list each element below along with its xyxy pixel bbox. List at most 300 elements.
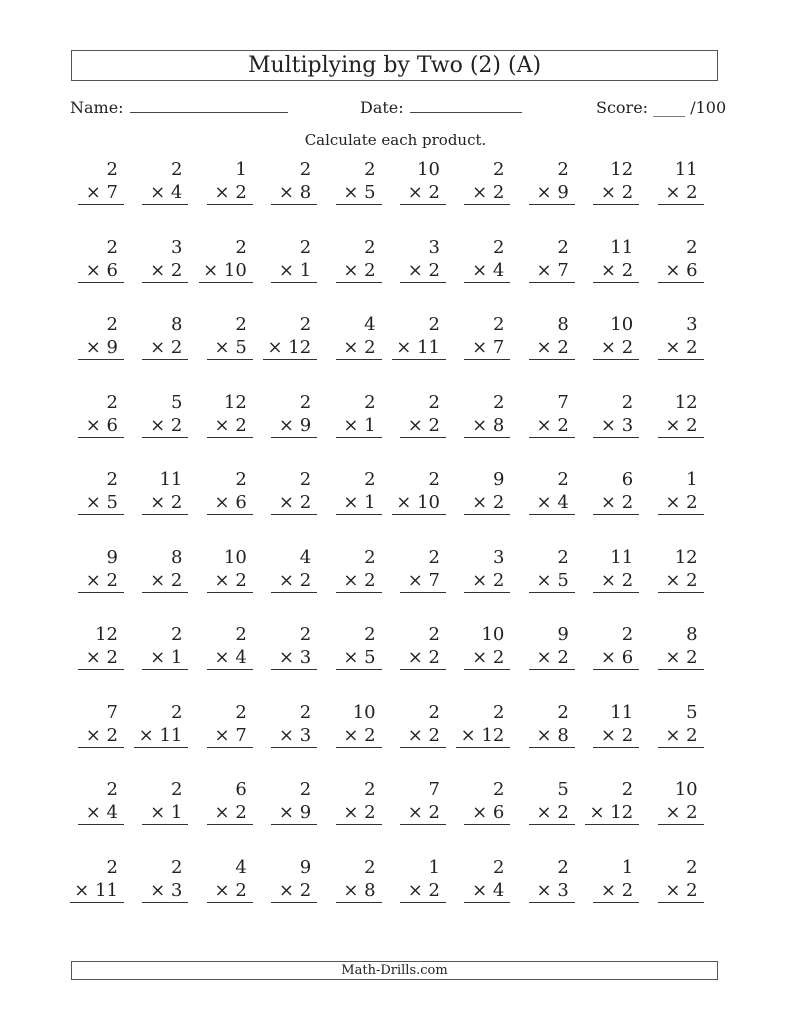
- instructions-text: Calculate each product.: [304, 131, 487, 149]
- times-operator: ×: [600, 492, 616, 513]
- multiplicand: 2: [106, 391, 118, 413]
- multiplier-line: [464, 879, 510, 903]
- multiplication-problem: [318, 623, 382, 670]
- times-operator: ×: [536, 182, 552, 203]
- multiplicand: 2: [106, 779, 118, 800]
- times-operator: ×: [600, 337, 616, 358]
- multiplication-problem: [640, 468, 704, 515]
- times-operator: ×: [278, 492, 294, 513]
- multiplier: 1: [165, 802, 183, 823]
- multiplicand: 2: [428, 701, 440, 723]
- multiplication-problem: [640, 391, 704, 438]
- multiplicand: 10: [481, 624, 505, 645]
- multiplier-line: [658, 181, 704, 205]
- times-operator: ×: [150, 182, 166, 203]
- multiplier: 2: [551, 802, 569, 823]
- multiplicand: 7: [557, 391, 569, 413]
- name-input-line[interactable]: [130, 98, 288, 113]
- multiplier: 8: [358, 879, 376, 901]
- multiplier-line: [400, 879, 446, 903]
- times-operator: ×: [407, 879, 423, 901]
- multiplicand: 2: [557, 546, 569, 568]
- multiplicand: 9: [299, 856, 312, 878]
- multiplicand: 8: [170, 314, 183, 335]
- multiplication-problem: [575, 158, 639, 205]
- multiplier: 2: [229, 879, 247, 901]
- multiplier: 12: [475, 724, 505, 746]
- multiplier: 9: [551, 182, 569, 203]
- multiplier-line: [593, 259, 639, 283]
- multiplication-problem: [189, 468, 253, 515]
- multiplication-problem: [253, 158, 317, 205]
- multiplier: 5: [100, 492, 118, 513]
- multiplier: 3: [165, 879, 183, 901]
- multiplicand: 8: [686, 624, 698, 645]
- times-operator: ×: [665, 724, 681, 746]
- multiplier: 11: [153, 724, 183, 746]
- multiplication-problem: [640, 313, 704, 360]
- multiplier: 7: [100, 182, 118, 203]
- multiplication-problem: [253, 778, 317, 825]
- times-operator: ×: [85, 647, 101, 668]
- multiplication-problem: [446, 236, 510, 283]
- times-operator: ×: [214, 337, 230, 358]
- multiplier: 2: [422, 879, 440, 901]
- multiplier: 3: [294, 647, 312, 668]
- times-operator: ×: [150, 337, 166, 358]
- multiplier: 2: [422, 182, 440, 203]
- times-operator: ×: [278, 724, 294, 746]
- multiplier: 8: [551, 724, 569, 746]
- times-operator: ×: [600, 259, 616, 281]
- multiplier-line: [529, 646, 575, 670]
- times-operator: ×: [665, 492, 681, 513]
- multiplier-line: [142, 259, 188, 283]
- multiplier-line: [529, 724, 575, 748]
- times-operator: ×: [472, 569, 488, 591]
- multiplication-problem: [124, 468, 188, 515]
- multiplication-problem: [124, 778, 188, 825]
- multiplier: 2: [165, 414, 183, 436]
- multiplier: 10: [411, 492, 440, 513]
- multiplicand: 10: [674, 779, 698, 800]
- times-operator: ×: [138, 724, 154, 746]
- multiplicand: 2: [686, 236, 698, 258]
- multiplicand: 11: [674, 159, 698, 180]
- times-operator: ×: [407, 647, 423, 668]
- multiplication-problem: [511, 236, 575, 283]
- times-operator: ×: [665, 182, 681, 203]
- times-operator: ×: [203, 259, 219, 281]
- multiplicand: 2: [428, 314, 440, 335]
- multiplication-problem: [318, 701, 382, 748]
- times-operator: ×: [589, 802, 605, 823]
- multiplication-problem: [318, 158, 382, 205]
- multiplier-line: [336, 259, 382, 283]
- multiplier: 2: [616, 724, 634, 746]
- multiplier-line: [207, 879, 253, 903]
- multiplicand: 2: [235, 701, 247, 723]
- times-operator: ×: [343, 414, 359, 436]
- times-operator: ×: [150, 492, 166, 513]
- times-operator: ×: [343, 802, 359, 823]
- multiplier: 4: [487, 259, 505, 281]
- multiplier-line: [207, 336, 253, 360]
- multiplier: 3: [551, 879, 569, 901]
- multiplicand: 2: [557, 856, 569, 878]
- multiplier: 2: [616, 569, 634, 591]
- multiplier-line: [392, 491, 446, 515]
- multiplier-line: [456, 724, 510, 748]
- multiplicand: 1: [686, 469, 698, 490]
- multiplier-line: [593, 491, 639, 515]
- date-input-line[interactable]: [410, 98, 522, 113]
- multiplier-line: [142, 181, 188, 205]
- multiplicand: 2: [299, 701, 312, 723]
- multiplicand: 3: [686, 314, 698, 335]
- multiplicand: 2: [170, 856, 183, 878]
- multiplier: 2: [422, 259, 440, 281]
- multiplicand: 8: [557, 314, 569, 335]
- times-operator: ×: [407, 414, 423, 436]
- multiplication-problem: [318, 778, 382, 825]
- multiplicand: 2: [364, 779, 376, 800]
- multiplier: 4: [100, 802, 118, 823]
- times-operator: ×: [536, 414, 552, 436]
- multiplier-line: [78, 181, 124, 205]
- multiplicand: 2: [428, 469, 440, 490]
- multiplicand: 7: [106, 701, 118, 723]
- times-operator: ×: [85, 337, 101, 358]
- times-operator: ×: [600, 647, 616, 668]
- multiplier-line: [464, 259, 510, 283]
- multiplication-problem: [382, 623, 446, 670]
- times-operator: ×: [407, 569, 423, 591]
- multiplication-problem: [318, 856, 382, 903]
- multiplier-line: [529, 414, 575, 438]
- multiplier-line: [593, 181, 639, 205]
- times-operator: ×: [278, 569, 294, 591]
- multiplication-problem: [446, 623, 510, 670]
- multiplicand: 6: [621, 469, 634, 490]
- multiplier: 12: [282, 337, 312, 358]
- multiplier-line: [658, 259, 704, 283]
- multiplier-line: [336, 801, 382, 825]
- problem-row: [60, 158, 720, 236]
- multiplier-line: [78, 491, 124, 515]
- multiplier: 6: [680, 259, 698, 281]
- multiplication-problem: [189, 856, 253, 903]
- multiplier: 2: [358, 569, 376, 591]
- multiplication-problem: [318, 236, 382, 283]
- multiplicand: 4: [299, 546, 312, 568]
- multiplier-line: [593, 414, 639, 438]
- multiplication-problem: [640, 236, 704, 283]
- problem-row: [60, 546, 720, 624]
- problem-grid: [60, 158, 720, 933]
- multiplier-line: [336, 414, 382, 438]
- multiplicand: 2: [492, 159, 505, 180]
- times-operator: ×: [472, 414, 488, 436]
- times-operator: ×: [214, 879, 230, 901]
- times-operator: ×: [665, 337, 681, 358]
- multiplier: 2: [680, 724, 698, 746]
- multiplication-problem: [60, 236, 124, 283]
- times-operator: ×: [407, 259, 423, 281]
- times-operator: ×: [278, 259, 294, 281]
- times-operator: ×: [536, 647, 552, 668]
- multiplication-problem: [446, 468, 510, 515]
- times-operator: ×: [214, 647, 230, 668]
- multiplication-problem: [640, 546, 704, 593]
- multiplication-problem: [575, 856, 639, 903]
- multiplicand: 5: [686, 701, 698, 723]
- multiplication-problem: [575, 391, 639, 438]
- multiplier-line: [336, 491, 382, 515]
- multiplier: 2: [100, 569, 118, 591]
- multiplication-problem: [318, 468, 382, 515]
- multiplier-line: [658, 724, 704, 748]
- multiplier: 2: [422, 802, 440, 823]
- multiplier-line: [142, 414, 188, 438]
- multiplication-problem: [640, 623, 704, 670]
- multiplicand: 2: [235, 469, 247, 490]
- multiplicand: 3: [170, 236, 183, 258]
- multiplier-line: [400, 646, 446, 670]
- multiplier-line: [464, 414, 510, 438]
- multiplier-line: [142, 801, 188, 825]
- multiplier-line: [392, 336, 446, 360]
- multiplier: 9: [294, 802, 312, 823]
- times-operator: ×: [214, 724, 230, 746]
- multiplier: 2: [680, 414, 698, 436]
- multiplier: 2: [294, 569, 312, 591]
- multiplicand: 2: [170, 624, 183, 645]
- multiplier-line: [658, 801, 704, 825]
- multiplication-problem: [253, 546, 317, 593]
- multiplication-problem: [382, 468, 446, 515]
- multiplicand: 2: [492, 314, 505, 335]
- multiplier-line: [78, 801, 124, 825]
- multiplier: 12: [604, 802, 634, 823]
- times-operator: ×: [665, 802, 681, 823]
- multiplier: 9: [100, 337, 118, 358]
- multiplier-line: [464, 491, 510, 515]
- multiplier: 7: [551, 259, 569, 281]
- multiplier: 1: [165, 647, 183, 668]
- multiplication-problem: [253, 391, 317, 438]
- times-operator: ×: [343, 647, 359, 668]
- multiplier: 2: [422, 414, 440, 436]
- multiplier-line: [585, 801, 639, 825]
- multiplication-problem: [446, 158, 510, 205]
- multiplier-line: [593, 336, 639, 360]
- multiplier-line: [593, 569, 639, 593]
- problem-row: [60, 701, 720, 779]
- times-operator: ×: [536, 724, 552, 746]
- header-info-row: [70, 98, 727, 122]
- multiplication-problem: [575, 623, 639, 670]
- multiplier-line: [400, 414, 446, 438]
- multiplier: 2: [294, 879, 312, 901]
- times-operator: ×: [600, 414, 616, 436]
- multiplication-problem: [511, 856, 575, 903]
- times-operator: ×: [472, 802, 488, 823]
- multiplier: 2: [100, 647, 118, 668]
- multiplier-line: [78, 569, 124, 593]
- multiplicand: 10: [610, 314, 634, 335]
- multiplicand: 2: [106, 159, 118, 180]
- multiplication-problem: [318, 546, 382, 593]
- multiplicand: 2: [621, 779, 634, 800]
- times-operator: ×: [460, 724, 476, 746]
- multiplier: 6: [100, 414, 118, 436]
- times-operator: ×: [600, 569, 616, 591]
- times-operator: ×: [85, 259, 101, 281]
- times-operator: ×: [267, 337, 283, 358]
- multiplier-line: [78, 336, 124, 360]
- times-operator: ×: [343, 259, 359, 281]
- times-operator: ×: [472, 879, 488, 901]
- multiplier: 3: [616, 414, 634, 436]
- times-operator: ×: [150, 569, 166, 591]
- multiplier: 2: [680, 802, 698, 823]
- times-operator: ×: [278, 414, 294, 436]
- multiplication-problem: [511, 313, 575, 360]
- multiplier-line: [78, 414, 124, 438]
- multiplier-line: [78, 724, 124, 748]
- multiplicand: 2: [235, 624, 247, 645]
- multiplier-line: [593, 879, 639, 903]
- times-operator: ×: [536, 569, 552, 591]
- multiplicand: 2: [364, 469, 376, 490]
- times-operator: ×: [85, 414, 101, 436]
- multiplier: 7: [422, 569, 440, 591]
- multiplication-problem: [511, 623, 575, 670]
- multiplier-line: [336, 879, 382, 903]
- multiplier-line: [464, 336, 510, 360]
- multiplicand: 11: [610, 701, 634, 723]
- multiplicand: 10: [352, 701, 376, 723]
- multiplier: 7: [487, 337, 505, 358]
- multiplier: 2: [551, 647, 569, 668]
- multiplication-problem: [446, 856, 510, 903]
- multiplier-line: [336, 569, 382, 593]
- problem-row: [60, 391, 720, 469]
- multiplier-line: [207, 724, 253, 748]
- multiplication-problem: [575, 701, 639, 748]
- multiplier-line: [271, 801, 317, 825]
- multiplicand: 2: [235, 314, 247, 335]
- multiplier: 2: [616, 337, 634, 358]
- multiplier-line: [529, 801, 575, 825]
- times-operator: ×: [536, 879, 552, 901]
- multiplicand: 7: [428, 779, 440, 800]
- multiplicand: 2: [235, 236, 247, 258]
- times-operator: ×: [536, 802, 552, 823]
- times-operator: ×: [150, 802, 166, 823]
- multiplier-line: [336, 724, 382, 748]
- multiplier-line: [271, 259, 317, 283]
- multiplier: 5: [229, 337, 247, 358]
- multiplication-problem: [189, 778, 253, 825]
- multiplier: 2: [616, 182, 634, 203]
- multiplier: 8: [487, 414, 505, 436]
- multiplication-problem: [253, 623, 317, 670]
- multiplication-problem: [60, 778, 124, 825]
- multiplier-line: [142, 491, 188, 515]
- multiplier-line: [529, 336, 575, 360]
- times-operator: ×: [343, 569, 359, 591]
- multiplier: 1: [358, 492, 376, 513]
- multiplier-line: [271, 569, 317, 593]
- multiplication-problem: [382, 856, 446, 903]
- multiplier: 2: [487, 492, 505, 513]
- multiplier: 2: [165, 569, 183, 591]
- times-operator: ×: [665, 647, 681, 668]
- multiplicand: 2: [299, 469, 312, 490]
- multiplier-line: [400, 259, 446, 283]
- multiplier: 2: [487, 647, 505, 668]
- multiplier: 4: [229, 647, 247, 668]
- multiplier-line: [658, 336, 704, 360]
- multiplicand: 9: [492, 469, 505, 490]
- multiplicand: 1: [235, 159, 247, 180]
- multiplicand: 2: [428, 546, 440, 568]
- multiplication-problem: [124, 236, 188, 283]
- multiplication-problem: [382, 236, 446, 283]
- multiplicand: 2: [106, 856, 118, 878]
- multiplier: 7: [229, 724, 247, 746]
- multiplier-line: [336, 646, 382, 670]
- multiplier-line: [400, 724, 446, 748]
- times-operator: ×: [536, 337, 552, 358]
- multiplicand: 2: [364, 159, 376, 180]
- times-operator: ×: [278, 647, 294, 668]
- name-label: Name:: [70, 98, 124, 117]
- multiplier-line: [207, 181, 253, 205]
- multiplier: 6: [616, 647, 634, 668]
- multiplier-line: [658, 491, 704, 515]
- times-operator: ×: [343, 879, 359, 901]
- times-operator: ×: [343, 337, 359, 358]
- multiplier-line: [400, 801, 446, 825]
- multiplication-problem: [640, 778, 704, 825]
- multiplication-problem: [511, 391, 575, 438]
- times-operator: ×: [214, 414, 230, 436]
- multiplier-line: [78, 259, 124, 283]
- multiplicand: 12: [223, 391, 247, 413]
- times-operator: ×: [665, 879, 681, 901]
- multiplier-line: [207, 414, 253, 438]
- multiplier-line: [207, 491, 253, 515]
- multiplicand: 2: [170, 159, 183, 180]
- multiplicand: 2: [106, 236, 118, 258]
- multiplication-problem: [124, 701, 188, 748]
- problem-row: [60, 236, 720, 314]
- multiplicand: 12: [95, 624, 118, 645]
- multiplier-line: [70, 879, 124, 903]
- times-operator: ×: [150, 414, 166, 436]
- multiplier-line: [199, 259, 253, 283]
- multiplication-problem: [124, 391, 188, 438]
- multiplication-problem: [511, 778, 575, 825]
- multiplicand: 2: [106, 314, 118, 335]
- multiplier-line: [529, 259, 575, 283]
- multiplication-problem: [253, 236, 317, 283]
- times-operator: ×: [407, 802, 423, 823]
- multiplier: 2: [358, 802, 376, 823]
